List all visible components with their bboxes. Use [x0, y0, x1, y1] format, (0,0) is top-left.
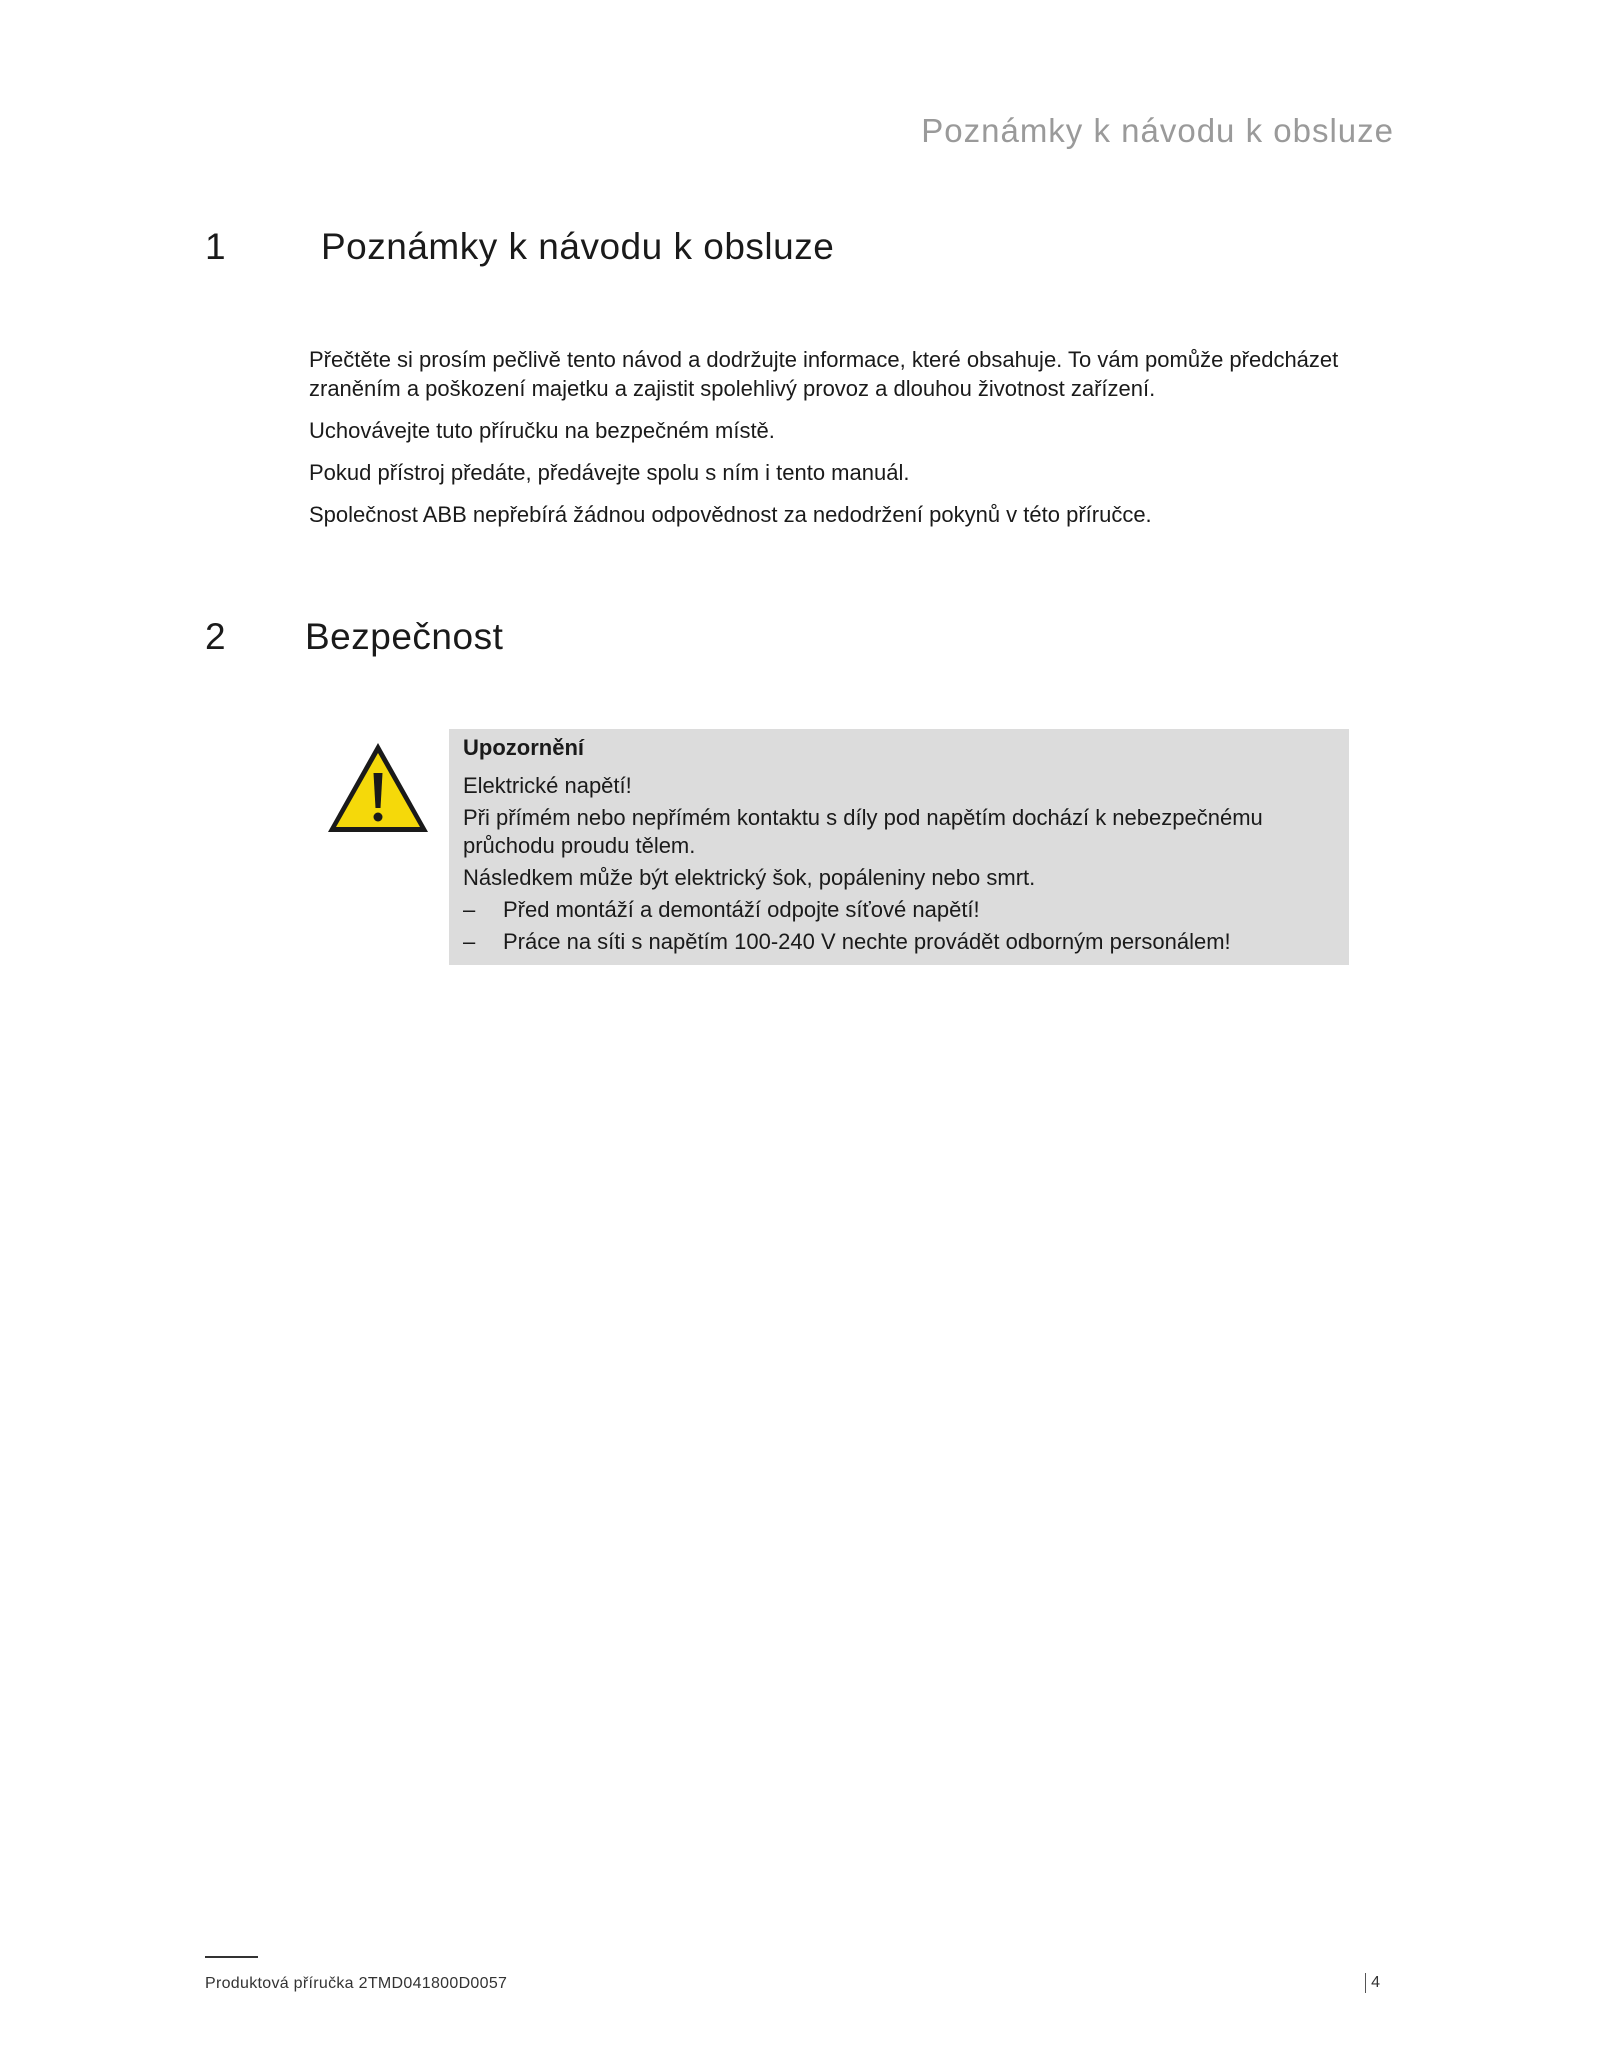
- paragraph-keep-manual: Uchovávejte tuto příručku na bezpečném místě.: [309, 418, 775, 443]
- section-1-heading: [205, 226, 834, 268]
- warning-line-consequence: Následkem může být elektrický šok, popáleniny nebo smrt.: [463, 865, 1036, 890]
- warning-line-voltage: Elektrické napětí!: [463, 773, 632, 798]
- list-dash: –: [463, 897, 476, 922]
- warning-title: Upozornění: [463, 735, 584, 760]
- footer-page: [1365, 1973, 1380, 1993]
- warning-list-item: [463, 896, 1335, 924]
- section-2-title: Bezpečnost: [305, 616, 504, 657]
- warning-triangle-icon: [325, 740, 431, 836]
- section-1-number: 1: [205, 226, 227, 267]
- page-separator: [1365, 1973, 1366, 1993]
- warning-list-item: [463, 928, 1335, 956]
- paragraph-intro: Přečtěte si prosím pečlivě tento návod a dodržujte informace, které obsahuje. To vám pomůže předcházet zraněním a poškození majetku a zajistit spolehlivý provoz a dlouhou životnost zařízení.: [309, 347, 1339, 401]
- section-2-heading: [205, 616, 503, 658]
- footer-document-id: Produktová příručka 2TMD041800D0057: [205, 1975, 508, 1992]
- page-number: 4: [1371, 1974, 1380, 1991]
- section-1-title: Poznámky k návodu k obsluze: [321, 226, 835, 267]
- section-2-number: 2: [205, 616, 227, 657]
- warning-item-text: Práce na síti s napětím 100-240 V nechte provádět odborným personálem!: [503, 929, 1231, 954]
- running-header: Poznámky k návodu k obsluze: [921, 112, 1394, 149]
- section-1-body: [309, 345, 1349, 542]
- footer-rule: [205, 1956, 258, 1958]
- list-dash: –: [463, 929, 476, 954]
- warning-box: [449, 729, 1349, 965]
- paragraph-pass-manual: Pokud přístroj předáte, předávejte spolu s ním i tento manuál.: [309, 460, 910, 485]
- warning-line-contact: Při přímém nebo nepřímém kontaktu s díly pod napětím dochází k nebezpečnému průchodu proudu tělem.: [463, 805, 1263, 858]
- warning-item-text: Před montáží a demontáží odpojte síťové napětí!: [503, 897, 980, 922]
- paragraph-liability: Společnost ABB nepřebírá žádnou odpovědnost za nedodržení pokynů v této příručce.: [309, 502, 1152, 527]
